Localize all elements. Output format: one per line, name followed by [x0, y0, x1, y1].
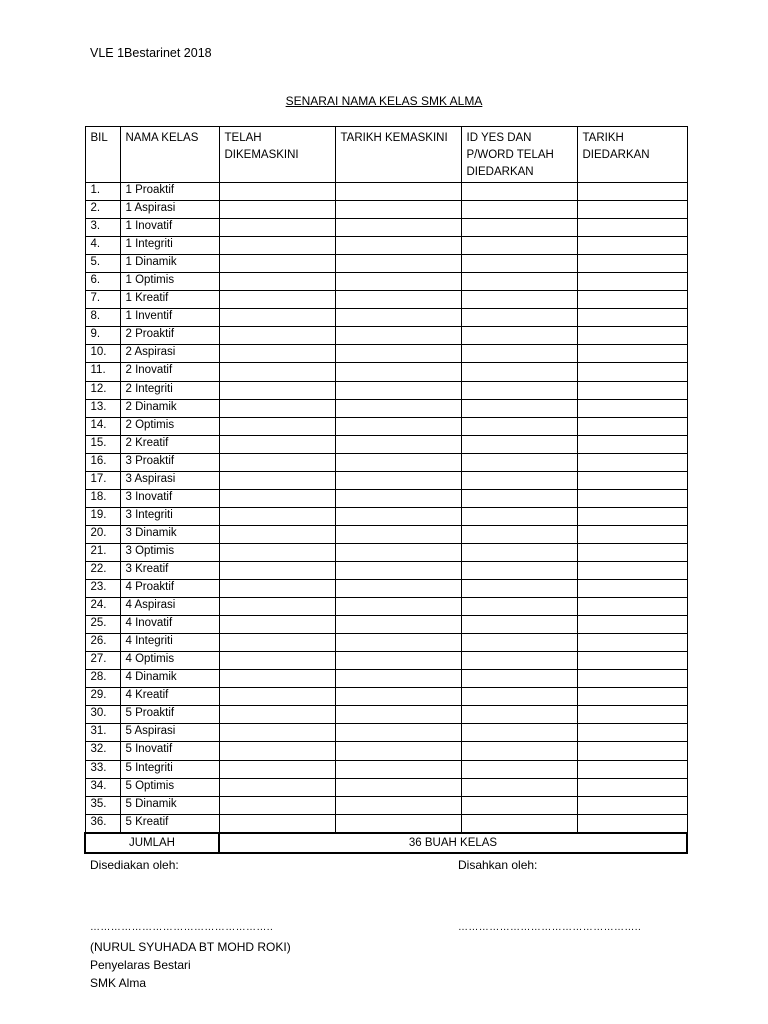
row-number: 27. [85, 652, 120, 670]
table-row [85, 561, 687, 579]
class-name: 2 Inovatif [120, 363, 219, 381]
column-header-id-yes: ID YES DAN P/WORD TELAH DIEDARKAN [461, 127, 577, 183]
column-header-nama-kelas: NAMA KELAS [120, 127, 219, 183]
total-row [85, 833, 687, 853]
id-distributed-cell [461, 796, 577, 814]
id-distributed-cell [461, 814, 577, 833]
table-row [85, 237, 687, 255]
id-distributed-cell [461, 724, 577, 742]
class-name: 3 Optimis [120, 543, 219, 561]
update-date-cell [335, 688, 461, 706]
update-date-cell [335, 291, 461, 309]
signatory-school: SMK Alma [90, 976, 147, 990]
table-row [85, 670, 687, 688]
class-name: 5 Inovatif [120, 742, 219, 760]
row-number: 30. [85, 706, 120, 724]
class-name: 5 Kreatif [120, 814, 219, 833]
row-number: 31. [85, 724, 120, 742]
row-number: 3. [85, 219, 120, 237]
updated-cell [219, 652, 335, 670]
id-distributed-cell [461, 345, 577, 363]
id-distributed-cell [461, 561, 577, 579]
id-distributed-cell [461, 291, 577, 309]
table-row [85, 814, 687, 833]
update-date-cell [335, 417, 461, 435]
class-name: 5 Proaktif [120, 706, 219, 724]
class-name: 1 Dinamik [120, 255, 219, 273]
id-distributed-cell [461, 778, 577, 796]
update-date-cell [335, 778, 461, 796]
class-name: 4 Inovatif [120, 616, 219, 634]
class-name: 1 Kreatif [120, 291, 219, 309]
signature-line-left: …………………………………………….. [90, 922, 274, 933]
distribution-date-cell [577, 219, 687, 237]
class-name: 4 Proaktif [120, 580, 219, 598]
table-row [85, 525, 687, 543]
row-number: 25. [85, 616, 120, 634]
distribution-date-cell [577, 543, 687, 561]
updated-cell [219, 345, 335, 363]
row-number: 13. [85, 399, 120, 417]
table-row [85, 742, 687, 760]
approved-by-label: Disahkan oleh: [458, 858, 538, 872]
updated-cell [219, 724, 335, 742]
row-number: 6. [85, 273, 120, 291]
class-name: 2 Aspirasi [120, 345, 219, 363]
table-row [85, 363, 687, 381]
id-distributed-cell [461, 183, 577, 201]
updated-cell [219, 273, 335, 291]
updated-cell [219, 796, 335, 814]
id-distributed-cell [461, 742, 577, 760]
updated-cell [219, 706, 335, 724]
row-number: 34. [85, 778, 120, 796]
class-name: 3 Proaktif [120, 453, 219, 471]
class-name: 5 Aspirasi [120, 724, 219, 742]
updated-cell [219, 237, 335, 255]
class-name: 5 Integriti [120, 760, 219, 778]
class-name: 5 Dinamik [120, 796, 219, 814]
row-number: 5. [85, 255, 120, 273]
table-row [85, 688, 687, 706]
update-date-cell [335, 598, 461, 616]
id-distributed-cell [461, 381, 577, 399]
update-date-cell [335, 796, 461, 814]
distribution-date-cell [577, 291, 687, 309]
updated-cell [219, 760, 335, 778]
class-name: 4 Kreatif [120, 688, 219, 706]
updated-cell [219, 580, 335, 598]
update-date-cell [335, 219, 461, 237]
distribution-date-cell [577, 814, 687, 833]
table-row [85, 183, 687, 201]
table-row [85, 471, 687, 489]
updated-cell [219, 309, 335, 327]
updated-cell [219, 183, 335, 201]
class-name: 4 Integriti [120, 634, 219, 652]
row-number: 19. [85, 507, 120, 525]
update-date-cell [335, 255, 461, 273]
updated-cell [219, 670, 335, 688]
updated-cell [219, 219, 335, 237]
id-distributed-cell [461, 399, 577, 417]
distribution-date-cell [577, 381, 687, 399]
id-distributed-cell [461, 507, 577, 525]
row-number: 11. [85, 363, 120, 381]
id-distributed-cell [461, 453, 577, 471]
document-title: SENARAI NAMA KELAS SMK ALMA [285, 94, 483, 108]
update-date-cell [335, 345, 461, 363]
row-number: 10. [85, 345, 120, 363]
updated-cell [219, 616, 335, 634]
class-name: 3 Kreatif [120, 561, 219, 579]
id-distributed-cell [461, 688, 577, 706]
table-row [85, 219, 687, 237]
table-row [85, 453, 687, 471]
table-row [85, 273, 687, 291]
table-row [85, 724, 687, 742]
update-date-cell [335, 543, 461, 561]
row-number: 23. [85, 580, 120, 598]
distribution-date-cell [577, 255, 687, 273]
class-name: 1 Integriti [120, 237, 219, 255]
row-number: 4. [85, 237, 120, 255]
id-distributed-cell [461, 363, 577, 381]
row-number: 14. [85, 417, 120, 435]
update-date-cell [335, 634, 461, 652]
table-row [85, 706, 687, 724]
table-row [85, 417, 687, 435]
updated-cell [219, 814, 335, 833]
row-number: 20. [85, 525, 120, 543]
row-number: 26. [85, 634, 120, 652]
row-number: 35. [85, 796, 120, 814]
distribution-date-cell [577, 201, 687, 219]
distribution-date-cell [577, 724, 687, 742]
updated-cell [219, 489, 335, 507]
table-row [85, 399, 687, 417]
row-number: 17. [85, 471, 120, 489]
id-distributed-cell [461, 652, 577, 670]
update-date-cell [335, 381, 461, 399]
id-distributed-cell [461, 616, 577, 634]
total-value: 36 BUAH KELAS [219, 833, 687, 853]
class-name: 2 Integriti [120, 381, 219, 399]
update-date-cell [335, 580, 461, 598]
table-row [85, 634, 687, 652]
table-row [85, 507, 687, 525]
table-row [85, 381, 687, 399]
row-number: 33. [85, 760, 120, 778]
distribution-date-cell [577, 471, 687, 489]
update-date-cell [335, 201, 461, 219]
update-date-cell [335, 760, 461, 778]
update-date-cell [335, 507, 461, 525]
id-distributed-cell [461, 237, 577, 255]
update-date-cell [335, 670, 461, 688]
update-date-cell [335, 471, 461, 489]
id-distributed-cell [461, 598, 577, 616]
row-number: 2. [85, 201, 120, 219]
table-row [85, 291, 687, 309]
header-label: VLE 1Bestarinet 2018 [90, 46, 212, 60]
prepared-by-label: Disediakan oleh: [90, 858, 179, 872]
updated-cell [219, 381, 335, 399]
update-date-cell [335, 453, 461, 471]
row-number: 15. [85, 435, 120, 453]
row-number: 22. [85, 561, 120, 579]
id-distributed-cell [461, 670, 577, 688]
table-header [85, 127, 687, 183]
table-header-row [85, 127, 687, 183]
update-date-cell [335, 237, 461, 255]
column-header-bil: BIL [85, 127, 120, 183]
id-distributed-cell [461, 327, 577, 345]
table-row [85, 796, 687, 814]
class-name: 3 Aspirasi [120, 471, 219, 489]
updated-cell [219, 507, 335, 525]
id-distributed-cell [461, 760, 577, 778]
class-name: 2 Kreatif [120, 435, 219, 453]
table-row [85, 760, 687, 778]
id-distributed-cell [461, 634, 577, 652]
updated-cell [219, 435, 335, 453]
update-date-cell [335, 435, 461, 453]
id-distributed-cell [461, 525, 577, 543]
update-date-cell [335, 363, 461, 381]
table-row [85, 345, 687, 363]
class-name: 2 Optimis [120, 417, 219, 435]
distribution-date-cell [577, 742, 687, 760]
distribution-date-cell [577, 778, 687, 796]
update-date-cell [335, 814, 461, 833]
id-distributed-cell [461, 273, 577, 291]
row-number: 36. [85, 814, 120, 833]
distribution-date-cell [577, 580, 687, 598]
distribution-date-cell [577, 453, 687, 471]
distribution-date-cell [577, 561, 687, 579]
distribution-date-cell [577, 688, 687, 706]
distribution-date-cell [577, 489, 687, 507]
update-date-cell [335, 309, 461, 327]
row-number: 16. [85, 453, 120, 471]
distribution-date-cell [577, 760, 687, 778]
class-list-table [84, 126, 688, 854]
class-name: 3 Dinamik [120, 525, 219, 543]
class-name: 2 Proaktif [120, 327, 219, 345]
table-row [85, 255, 687, 273]
updated-cell [219, 543, 335, 561]
update-date-cell [335, 399, 461, 417]
table-row [85, 778, 687, 796]
distribution-date-cell [577, 598, 687, 616]
update-date-cell [335, 742, 461, 760]
row-number: 12. [85, 381, 120, 399]
updated-cell [219, 291, 335, 309]
id-distributed-cell [461, 580, 577, 598]
distribution-date-cell [577, 670, 687, 688]
table-row [85, 652, 687, 670]
id-distributed-cell [461, 417, 577, 435]
id-distributed-cell [461, 201, 577, 219]
updated-cell [219, 327, 335, 345]
table-row [85, 598, 687, 616]
distribution-date-cell [577, 525, 687, 543]
distribution-date-cell [577, 417, 687, 435]
id-distributed-cell [461, 471, 577, 489]
row-number: 1. [85, 183, 120, 201]
update-date-cell [335, 724, 461, 742]
update-date-cell [335, 183, 461, 201]
distribution-date-cell [577, 183, 687, 201]
total-label: JUMLAH [85, 833, 219, 853]
updated-cell [219, 201, 335, 219]
updated-cell [219, 561, 335, 579]
distribution-date-cell [577, 507, 687, 525]
class-name: 4 Aspirasi [120, 598, 219, 616]
id-distributed-cell [461, 219, 577, 237]
row-number: 24. [85, 598, 120, 616]
distribution-date-cell [577, 634, 687, 652]
class-name: 1 Optimis [120, 273, 219, 291]
updated-cell [219, 634, 335, 652]
table-row [85, 309, 687, 327]
update-date-cell [335, 616, 461, 634]
row-number: 8. [85, 309, 120, 327]
class-name: 5 Optimis [120, 778, 219, 796]
updated-cell [219, 742, 335, 760]
update-date-cell [335, 706, 461, 724]
updated-cell [219, 363, 335, 381]
class-name: 4 Optimis [120, 652, 219, 670]
id-distributed-cell [461, 489, 577, 507]
row-number: 32. [85, 742, 120, 760]
column-header-telah-dikemaskini: TELAH DIKEMASKINI [219, 127, 335, 183]
distribution-date-cell [577, 435, 687, 453]
table-row [85, 201, 687, 219]
updated-cell [219, 598, 335, 616]
updated-cell [219, 778, 335, 796]
class-name: 2 Dinamik [120, 399, 219, 417]
updated-cell [219, 471, 335, 489]
class-name: 1 Proaktif [120, 183, 219, 201]
distribution-date-cell [577, 363, 687, 381]
row-number: 7. [85, 291, 120, 309]
column-header-tarikh-diedarkan: TARIKH DIEDARKAN [577, 127, 687, 183]
class-name: 3 Integriti [120, 507, 219, 525]
updated-cell [219, 255, 335, 273]
distribution-date-cell [577, 345, 687, 363]
distribution-date-cell [577, 796, 687, 814]
table-footer [85, 833, 687, 853]
updated-cell [219, 399, 335, 417]
id-distributed-cell [461, 255, 577, 273]
table-row [85, 580, 687, 598]
distribution-date-cell [577, 273, 687, 291]
table-row [85, 327, 687, 345]
table-row [85, 616, 687, 634]
updated-cell [219, 453, 335, 471]
id-distributed-cell [461, 543, 577, 561]
class-name: 1 Inovatif [120, 219, 219, 237]
row-number: 21. [85, 543, 120, 561]
distribution-date-cell [577, 327, 687, 345]
updated-cell [219, 417, 335, 435]
class-name: 3 Inovatif [120, 489, 219, 507]
distribution-date-cell [577, 237, 687, 255]
table-body [85, 183, 687, 833]
signatory-role: Penyelaras Bestari [90, 958, 191, 972]
distribution-date-cell [577, 309, 687, 327]
id-distributed-cell [461, 706, 577, 724]
row-number: 9. [85, 327, 120, 345]
update-date-cell [335, 652, 461, 670]
distribution-date-cell [577, 399, 687, 417]
class-name: 1 Aspirasi [120, 201, 219, 219]
id-distributed-cell [461, 309, 577, 327]
table-row [85, 489, 687, 507]
class-name: 1 Inventif [120, 309, 219, 327]
signature-line-right: …………………………………………….. [458, 922, 642, 933]
distribution-date-cell [577, 706, 687, 724]
updated-cell [219, 525, 335, 543]
signatory-name: (NURUL SYUHADA BT MOHD ROKI) [90, 940, 291, 954]
class-name: 4 Dinamik [120, 670, 219, 688]
table-row [85, 543, 687, 561]
table-row [85, 435, 687, 453]
row-number: 18. [85, 489, 120, 507]
distribution-date-cell [577, 616, 687, 634]
update-date-cell [335, 489, 461, 507]
distribution-date-cell [577, 652, 687, 670]
update-date-cell [335, 327, 461, 345]
update-date-cell [335, 561, 461, 579]
id-distributed-cell [461, 435, 577, 453]
column-header-tarikh-kemaskini: TARIKH KEMASKINI [335, 127, 461, 183]
update-date-cell [335, 525, 461, 543]
row-number: 29. [85, 688, 120, 706]
update-date-cell [335, 273, 461, 291]
updated-cell [219, 688, 335, 706]
row-number: 28. [85, 670, 120, 688]
